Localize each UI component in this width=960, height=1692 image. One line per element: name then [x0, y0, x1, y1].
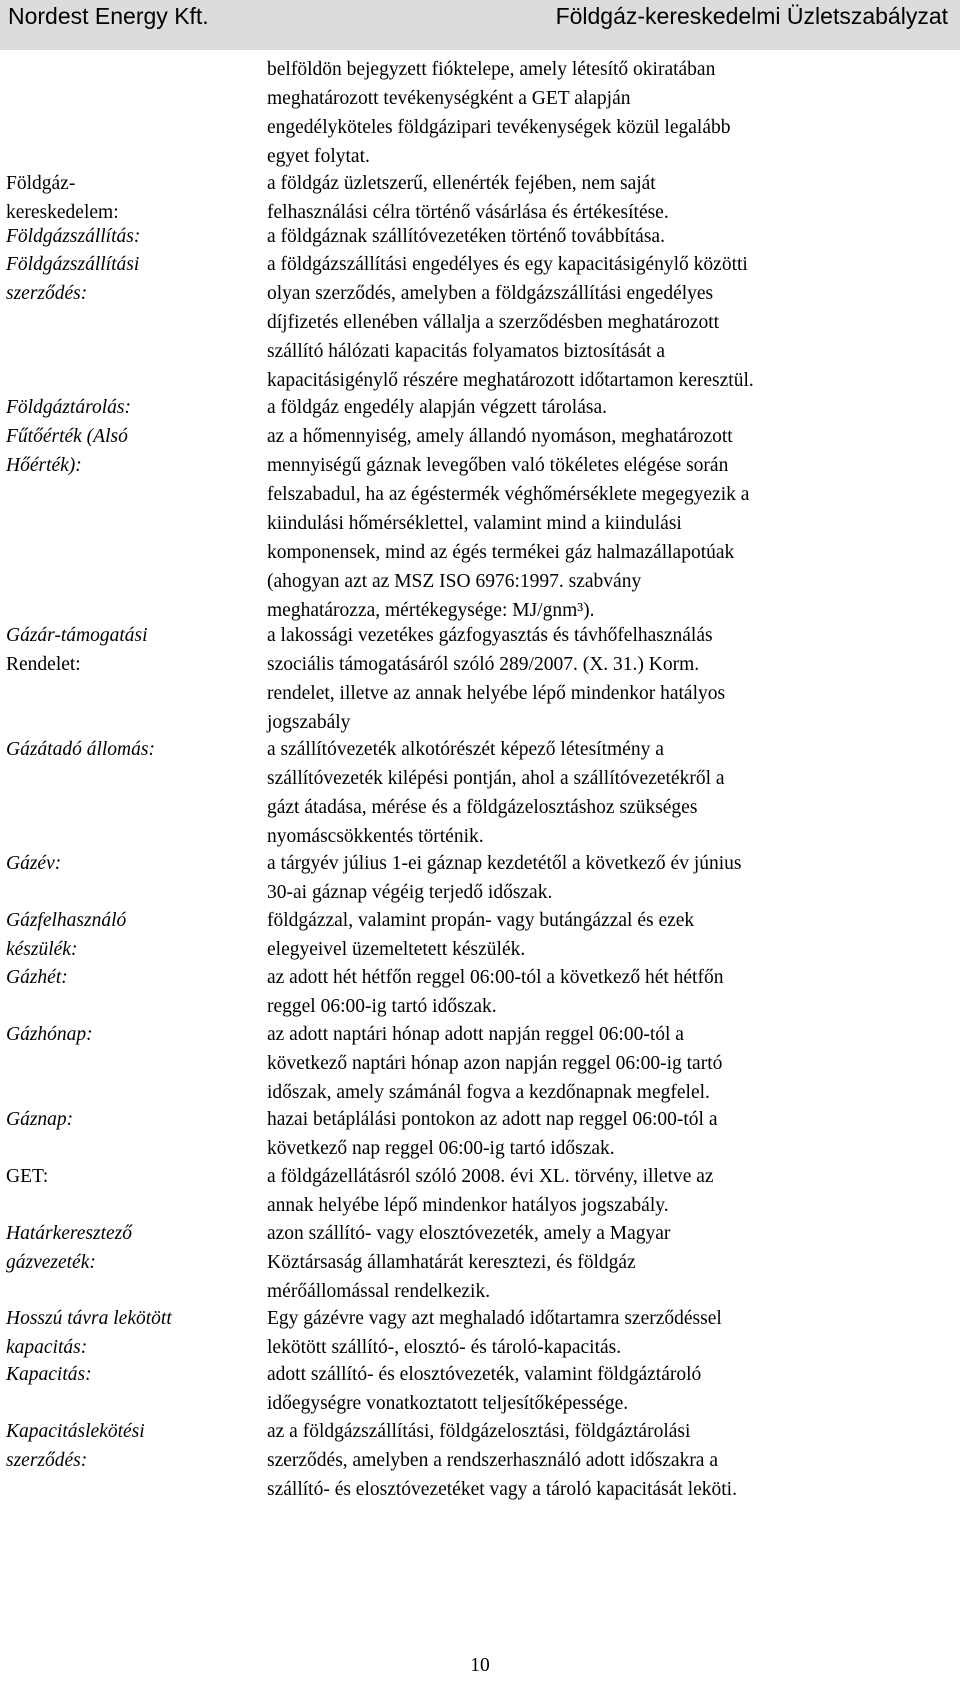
definition-text-line: annak helyébe lépő mindenkor hatályos jogszabály.: [267, 1195, 669, 1216]
definition-term-line: Földgáztárolás:: [6, 397, 131, 418]
page-number: 10: [470, 1655, 490, 1676]
definition-text-line: szállító hálózati kapacitás folyamatos biztosítását a: [267, 341, 665, 362]
definition-text-line: szociális támogatásáról szóló 289/2007. (X. 31.) Korm.: [267, 654, 700, 675]
definition-text-line: az adott naptári hónap adott napján reggel 06:00-tól a: [267, 1024, 684, 1045]
definition-term-line: szerződés:: [6, 1450, 88, 1471]
definition-term-line: szerződés:: [6, 283, 88, 304]
definition-text-line: olyan szerződés, amelyben a földgázszállítási engedélyes: [267, 283, 714, 304]
definition-text-line: komponensek, mind az égés termékei gáz halmazállapotúak: [267, 542, 735, 563]
definition-text-line: rendelet, illetve az annak helyébe lépő mindenkor hatályos: [267, 683, 726, 704]
definition-text-line: engedélyköteles földgázipari tevékenységek közül legalább: [267, 117, 731, 138]
definition-term-line: Rendelet:: [6, 654, 81, 675]
definition-text: [267, 906, 939, 964]
definition-term-line: Gázátadó állomás:: [6, 739, 155, 760]
definition-text: [267, 1417, 939, 1504]
definition-text: [267, 1360, 939, 1418]
definition-text-line: időegységre vonatkoztatott teljesítőképessége.: [267, 1393, 629, 1414]
definition-term: [6, 222, 262, 251]
definition-text-line: földgázzal, valamint propán- vagy butángázzal és ezek: [267, 910, 695, 931]
definition-text: [267, 222, 939, 251]
definition-text-line: gázt átadása, mérése és a földgázelosztáshoz szükséges: [267, 797, 698, 818]
definition-term-line: Gázhét:: [6, 967, 68, 988]
definition-term: [6, 393, 262, 422]
definition-term: [6, 906, 262, 964]
definition-text-line: Egy gázévre vagy azt meghaladó időtartamra szerződéssel: [267, 1308, 722, 1329]
definition-term: [6, 169, 262, 227]
definition-term: [6, 1020, 262, 1049]
definition-text-line: a szállítóvezeték alkotórészét képező létesítmény a: [267, 739, 664, 760]
definition-text: [267, 55, 939, 171]
definition-text: [267, 1105, 939, 1163]
definition-text: [267, 169, 939, 227]
definition-term-line: kereskedelem:: [6, 202, 119, 223]
definition-term-line: gázvezeték:: [6, 1252, 96, 1273]
definition-term: [6, 1162, 262, 1191]
definition-text-line: nyomáscsökkentés történik.: [267, 826, 484, 847]
definition-text-line: az a földgázszállítási, földgázelosztási, földgáztárolási: [267, 1421, 691, 1442]
definition-term-line: Kapacitáslekötési: [6, 1421, 145, 1442]
definition-text-line: egyet folytat.: [267, 146, 370, 167]
definition-text-line: Köztársaság államhatárát keresztezi, és földgáz: [267, 1252, 636, 1273]
definition-term-line: Kapacitás:: [6, 1364, 92, 1385]
page-header: [0, 0, 960, 50]
definition-text-line: a földgáz üzletszerű, ellenérték fejében, nem saját: [267, 173, 656, 194]
definition-term: [6, 735, 262, 764]
definition-text-line: az a hőmennyiség, amely állandó nyomáson, meghatározott: [267, 426, 733, 447]
definition-term-line: Gázhónap:: [6, 1024, 93, 1045]
definition-term: [6, 963, 262, 992]
definition-term-line: Hosszú távra lekötött: [6, 1308, 172, 1329]
definition-text: [267, 1020, 939, 1107]
definition-term-line: Gázév:: [6, 853, 62, 874]
definition-text-line: felhasználási célra történő vásárlása és értékesítése.: [267, 202, 669, 223]
definition-text: [267, 963, 939, 1021]
definition-text-line: időszak, amely számánál fogva a kezdőnapnak megfelel.: [267, 1082, 710, 1103]
definition-term-line: Gáznap:: [6, 1109, 74, 1130]
definition-term: [6, 422, 262, 480]
definition-text-line: meghatározza, mértékegysége: MJ/gnm³).: [267, 600, 595, 621]
definition-text-line: 30-ai gáznap végéig terjedő időszak.: [267, 882, 553, 903]
definition-text: [267, 735, 939, 851]
definition-text-line: szállítóvezeték kilépési pontján, ahol a szállítóvezetékről a: [267, 768, 725, 789]
definition-term-line: Gázfelhasználó: [6, 910, 127, 931]
definition-text-line: felszabadul, ha az égéstermék véghőmérséklete megegyezik a: [267, 484, 750, 505]
definition-text-line: meghatározott tevékenységként a GET alapján: [267, 88, 631, 109]
definition-term-line: kapacitás:: [6, 1337, 88, 1358]
definition-term: [6, 849, 262, 878]
definition-text-line: elegyeivel üzemeltetett készülék.: [267, 939, 526, 960]
definition-term-line: készülék:: [6, 939, 78, 960]
definition-text: [267, 1162, 939, 1220]
definition-text-line: hazai betáplálási pontokon az adott nap reggel 06:00-tól a: [267, 1109, 718, 1130]
definition-text-line: lekötött szállító-, elosztó- és tároló-kapacitás.: [267, 1337, 622, 1358]
definition-text-line: kiindulási hőmérséklettel, valamint mind a kiindulási: [267, 513, 682, 534]
definition-term: [6, 1219, 262, 1277]
definition-text: [267, 621, 939, 737]
definition-text: [267, 393, 939, 422]
definition-text-line: a tárgyév július 1-ei gáznap kezdetétől a következő év június: [267, 853, 742, 874]
definition-text-line: a földgázellátásról szóló 2008. évi XL. törvény, illetve az: [267, 1166, 714, 1187]
definition-text-line: jogszabály: [267, 712, 351, 733]
definition-term-line: Fűtőérték (Alsó: [6, 426, 128, 447]
definition-term: [6, 1304, 262, 1362]
definition-text-line: a földgáznak szállítóvezetéken történő továbbítása.: [267, 226, 665, 247]
definition-text: [267, 1304, 939, 1362]
definition-text-line: következő naptári hónap azon napján reggel 06:00-ig tartó: [267, 1053, 723, 1074]
definition-text-line: azon szállító- vagy elosztóvezeték, amely a Magyar: [267, 1223, 671, 1244]
definition-term: [6, 1360, 262, 1389]
definition-text: [267, 1219, 939, 1306]
definition-text-line: szerződés, amelyben a rendszerhasználó adott időszakra a: [267, 1450, 718, 1471]
definition-text-line: szállító- és elosztóvezetéket vagy a tároló kapacitását leköti.: [267, 1479, 737, 1500]
definition-term: [6, 1105, 262, 1134]
definition-term-line: Földgázszállítás:: [6, 226, 141, 247]
definition-term-line: Hőérték):: [6, 455, 82, 476]
definition-text-line: mérőállomással rendelkezik.: [267, 1281, 491, 1302]
definition-text-line: a földgázszállítási engedélyes és egy kapacitásigénylő közötti: [267, 254, 748, 275]
definition-term-line: Földgáz-: [6, 173, 76, 194]
definition-text-line: következő nap reggel 06:00-ig tartó időszak.: [267, 1138, 615, 1159]
definition-text-line: (ahogyan azt az MSZ ISO 6976:1997. szabvány: [267, 571, 642, 592]
definition-term: [6, 1417, 262, 1475]
definition-text-line: a lakossági vezetékes gázfogyasztás és távhőfelhasználás: [267, 625, 713, 646]
definition-term: [6, 250, 262, 308]
definition-text: [267, 250, 939, 395]
definition-text: [267, 849, 939, 907]
definition-text-line: adott szállító- és elosztóvezeték, valamint földgáztároló: [267, 1364, 702, 1385]
definition-text: [267, 422, 939, 625]
definition-text-line: reggel 06:00-ig tartó időszak.: [267, 996, 497, 1017]
definition-text-line: az adott hét hétfőn reggel 06:00-tól a következő hét hétfőn: [267, 967, 724, 988]
definition-term: [6, 621, 262, 679]
definition-term-line: Gázár-támogatási: [6, 625, 148, 646]
definition-term-line: Határkeresztező: [6, 1223, 133, 1244]
definition-text-line: mennyiségű gáznak levegőben való tökéletes elégése során: [267, 455, 729, 476]
definition-term-line: GET:: [6, 1166, 49, 1187]
header-document-title: Földgáz-kereskedelmi Üzletszabályzat: [555, 3, 948, 29]
definition-text-line: a földgáz engedély alapján végzett tárolása.: [267, 397, 607, 418]
definition-text-line: belföldön bejegyzett fióktelepe, amely létesítő okiratában: [267, 59, 716, 80]
definition-term-line: Földgázszállítási: [6, 254, 140, 275]
definition-text-line: díjfizetés ellenében vállalja a szerződésben meghatározott: [267, 312, 720, 333]
definition-text-line: kapacitásigénylő részére meghatározott időtartamon keresztül.: [267, 370, 754, 391]
header-company: Nordest Energy Kft.: [8, 3, 209, 29]
